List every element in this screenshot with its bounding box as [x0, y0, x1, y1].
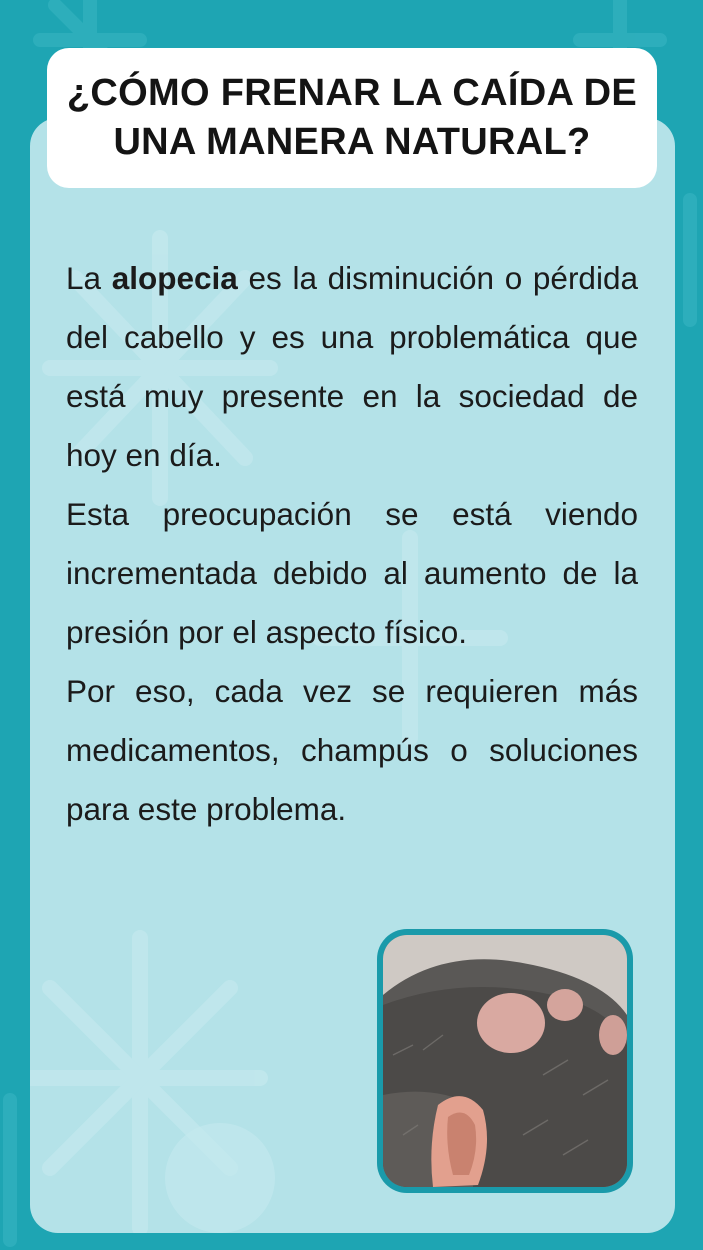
page-title: ¿CÓMO FRENAR LA CAÍDA DE UNA MANERA NATURAL? — [66, 72, 638, 163]
title-box — [47, 48, 657, 188]
body-text — [66, 249, 638, 839]
alopecia-scalp-photo — [383, 935, 627, 1187]
paragraph-concern: Esta preocupación se está viendo incrementada debido al aumento de la presión por el aspecto físico. — [66, 496, 638, 650]
alopecia-photo-frame — [377, 929, 633, 1193]
alopecia-keyword: alopecia — [111, 260, 238, 296]
paragraph-alopecia-definition: La alopecia es la disminución o pérdida del cabello y es una problemática que está muy presente en la sociedad de hoy en día. — [66, 260, 638, 473]
paragraph-demand: Por eso, cada vez se requieren más medicamentos, champús o soluciones para este problema. — [66, 673, 638, 827]
